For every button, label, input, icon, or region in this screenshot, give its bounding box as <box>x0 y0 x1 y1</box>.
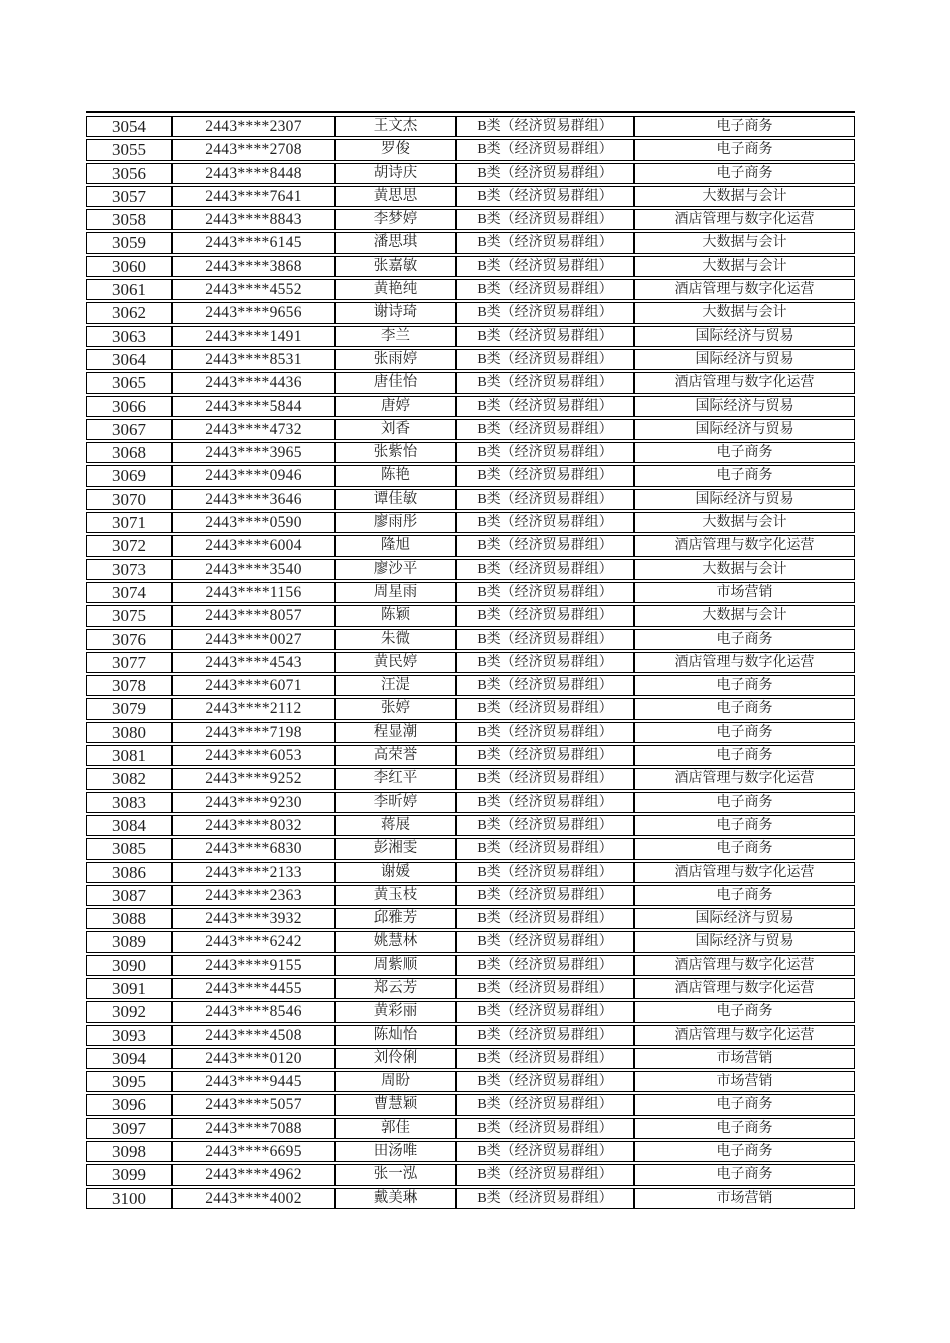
category-cell: B类（经济贸易群组） <box>456 629 634 650</box>
category-cell: B类（经济贸易群组） <box>456 675 634 696</box>
major-cell: 电子商务 <box>634 815 855 836</box>
category-cell: B类（经济贸易群组） <box>456 1141 634 1162</box>
category-cell: B类（经济贸易群组） <box>456 512 634 533</box>
name-cell: 姚慧林 <box>335 931 456 952</box>
category-cell: B类（经济贸易群组） <box>456 535 634 556</box>
category-cell: B类（经济贸易群组） <box>456 349 634 370</box>
table-row <box>86 372 855 393</box>
table-row <box>86 978 855 999</box>
table-row <box>86 1025 855 1046</box>
table-row <box>86 745 855 766</box>
major-cell: 酒店管理与数字化运营 <box>634 1025 855 1046</box>
serial-number-cell: 3064 <box>86 349 172 370</box>
table-row <box>86 396 855 417</box>
serial-number-cell: 3095 <box>86 1071 172 1092</box>
table-row <box>86 559 855 580</box>
category-cell: B类（经济贸易群组） <box>456 326 634 347</box>
exam-id-cell: 2443****4543 <box>172 652 335 673</box>
major-cell: 大数据与会计 <box>634 186 855 207</box>
table-row <box>86 1071 855 1092</box>
category-cell: B类（经济贸易群组） <box>456 978 634 999</box>
table-row <box>86 349 855 370</box>
table-row <box>86 256 855 277</box>
major-cell: 电子商务 <box>634 745 855 766</box>
exam-id-cell: 2443****1156 <box>172 582 335 603</box>
name-cell: 郑云芳 <box>335 978 456 999</box>
name-cell: 彭湘雯 <box>335 838 456 859</box>
exam-id-cell: 2443****0590 <box>172 512 335 533</box>
major-cell: 大数据与会计 <box>634 232 855 253</box>
serial-number-cell: 3099 <box>86 1164 172 1185</box>
name-cell: 黄彩丽 <box>335 1001 456 1022</box>
name-cell: 李兰 <box>335 326 456 347</box>
table-row <box>86 512 855 533</box>
serial-number-cell: 3094 <box>86 1048 172 1069</box>
candidate-list-table-container <box>86 111 855 1211</box>
candidate-table-body <box>86 116 855 1209</box>
major-cell: 国际经济与贸易 <box>634 489 855 510</box>
name-cell: 黄民婷 <box>335 652 456 673</box>
name-cell: 汪湜 <box>335 675 456 696</box>
category-cell: B类（经济贸易群组） <box>456 1071 634 1092</box>
exam-id-cell: 2443****7088 <box>172 1118 335 1139</box>
name-cell: 王文杰 <box>335 116 456 137</box>
category-cell: B类（经济贸易群组） <box>456 815 634 836</box>
name-cell: 廖沙平 <box>335 559 456 580</box>
exam-id-cell: 2443****9230 <box>172 792 335 813</box>
exam-id-cell: 2443****5057 <box>172 1094 335 1115</box>
exam-id-cell: 2443****0027 <box>172 629 335 650</box>
category-cell: B类（经济贸易群组） <box>456 931 634 952</box>
table-row <box>86 302 855 323</box>
serial-number-cell: 3078 <box>86 675 172 696</box>
category-cell: B类（经济贸易群组） <box>456 792 634 813</box>
exam-id-cell: 2443****6071 <box>172 675 335 696</box>
table-row <box>86 838 855 859</box>
major-cell: 电子商务 <box>634 698 855 719</box>
major-cell: 酒店管理与数字化运营 <box>634 978 855 999</box>
table-row <box>86 582 855 603</box>
table-row <box>86 232 855 253</box>
major-cell: 酒店管理与数字化运营 <box>634 279 855 300</box>
exam-id-cell: 2443****8448 <box>172 163 335 184</box>
serial-number-cell: 3054 <box>86 116 172 137</box>
serial-number-cell: 3090 <box>86 955 172 976</box>
serial-number-cell: 3089 <box>86 931 172 952</box>
category-cell: B类（经济贸易群组） <box>456 1048 634 1069</box>
exam-id-cell: 2443****2112 <box>172 698 335 719</box>
name-cell: 周星雨 <box>335 582 456 603</box>
serial-number-cell: 3073 <box>86 559 172 580</box>
major-cell: 酒店管理与数字化运营 <box>634 209 855 230</box>
table-row <box>86 1188 855 1209</box>
major-cell: 国际经济与贸易 <box>634 349 855 370</box>
exam-id-cell: 2443****3932 <box>172 908 335 929</box>
major-cell: 电子商务 <box>634 163 855 184</box>
exam-id-cell: 2443****9252 <box>172 768 335 789</box>
serial-number-cell: 3097 <box>86 1118 172 1139</box>
table-row <box>86 955 855 976</box>
name-cell: 程显潮 <box>335 722 456 743</box>
table-row <box>86 279 855 300</box>
exam-id-cell: 2443****4455 <box>172 978 335 999</box>
exam-id-cell: 2443****7641 <box>172 186 335 207</box>
category-cell: B类（经济贸易群组） <box>456 838 634 859</box>
serial-number-cell: 3066 <box>86 396 172 417</box>
name-cell: 张紫怡 <box>335 442 456 463</box>
serial-number-cell: 3056 <box>86 163 172 184</box>
major-cell: 电子商务 <box>634 1164 855 1185</box>
major-cell: 电子商务 <box>634 1118 855 1139</box>
category-cell: B类（经济贸易群组） <box>456 722 634 743</box>
serial-number-cell: 3082 <box>86 768 172 789</box>
category-cell: B类（经济贸易群组） <box>456 256 634 277</box>
table-row <box>86 116 855 137</box>
serial-number-cell: 3098 <box>86 1141 172 1162</box>
table-row <box>86 1118 855 1139</box>
exam-id-cell: 2443****4508 <box>172 1025 335 1046</box>
category-cell: B类（经济贸易群组） <box>456 116 634 137</box>
exam-id-cell: 2443****3965 <box>172 442 335 463</box>
table-row <box>86 722 855 743</box>
major-cell: 市场营销 <box>634 582 855 603</box>
major-cell: 电子商务 <box>634 1001 855 1022</box>
exam-id-cell: 2443****5844 <box>172 396 335 417</box>
category-cell: B类（经济贸易群组） <box>456 279 634 300</box>
major-cell: 电子商务 <box>634 442 855 463</box>
name-cell: 隆旭 <box>335 535 456 556</box>
name-cell: 黄艳纯 <box>335 279 456 300</box>
serial-number-cell: 3087 <box>86 885 172 906</box>
table-row <box>86 862 855 883</box>
exam-id-cell: 2443****2307 <box>172 116 335 137</box>
exam-id-cell: 2443****6830 <box>172 838 335 859</box>
exam-id-cell: 2443****6695 <box>172 1141 335 1162</box>
serial-number-cell: 3072 <box>86 535 172 556</box>
major-cell: 酒店管理与数字化运营 <box>634 652 855 673</box>
major-cell: 酒店管理与数字化运营 <box>634 768 855 789</box>
exam-id-cell: 2443****8531 <box>172 349 335 370</box>
name-cell: 李梦婷 <box>335 209 456 230</box>
exam-id-cell: 2443****3868 <box>172 256 335 277</box>
table-row <box>86 163 855 184</box>
serial-number-cell: 3067 <box>86 419 172 440</box>
name-cell: 陈艳 <box>335 465 456 486</box>
major-cell: 酒店管理与数字化运营 <box>634 955 855 976</box>
category-cell: B类（经济贸易群组） <box>456 372 634 393</box>
table-row <box>86 885 855 906</box>
name-cell: 周紫顺 <box>335 955 456 976</box>
table-row <box>86 1164 855 1185</box>
serial-number-cell: 3080 <box>86 722 172 743</box>
name-cell: 陈颖 <box>335 605 456 626</box>
exam-id-cell: 2443****4002 <box>172 1188 335 1209</box>
major-cell: 电子商务 <box>634 465 855 486</box>
name-cell: 郭佳 <box>335 1118 456 1139</box>
category-cell: B类（经济贸易群组） <box>456 442 634 463</box>
serial-number-cell: 3071 <box>86 512 172 533</box>
table-row <box>86 629 855 650</box>
major-cell: 大数据与会计 <box>634 256 855 277</box>
serial-number-cell: 3077 <box>86 652 172 673</box>
name-cell: 潘思琪 <box>335 232 456 253</box>
serial-number-cell: 3061 <box>86 279 172 300</box>
table-row <box>86 186 855 207</box>
major-cell: 电子商务 <box>634 1094 855 1115</box>
serial-number-cell: 3058 <box>86 209 172 230</box>
category-cell: B类（经济贸易群组） <box>456 396 634 417</box>
category-cell: B类（经济贸易群组） <box>456 302 634 323</box>
name-cell: 李红平 <box>335 768 456 789</box>
exam-id-cell: 2443****6242 <box>172 931 335 952</box>
exam-id-cell: 2443****9445 <box>172 1071 335 1092</box>
serial-number-cell: 3100 <box>86 1188 172 1209</box>
category-cell: B类（经济贸易群组） <box>456 1188 634 1209</box>
exam-id-cell: 2443****8843 <box>172 209 335 230</box>
table-row <box>86 792 855 813</box>
major-cell: 大数据与会计 <box>634 559 855 580</box>
category-cell: B类（经济贸易群组） <box>456 582 634 603</box>
name-cell: 唐婷 <box>335 396 456 417</box>
table-row <box>86 419 855 440</box>
major-cell: 电子商务 <box>634 675 855 696</box>
name-cell: 李昕婷 <box>335 792 456 813</box>
major-cell: 电子商务 <box>634 792 855 813</box>
exam-id-cell: 2443****3646 <box>172 489 335 510</box>
name-cell: 廖雨彤 <box>335 512 456 533</box>
major-cell: 大数据与会计 <box>634 512 855 533</box>
exam-id-cell: 2443****6004 <box>172 535 335 556</box>
serial-number-cell: 3076 <box>86 629 172 650</box>
table-row <box>86 465 855 486</box>
category-cell: B类（经济贸易群组） <box>456 139 634 160</box>
major-cell: 市场营销 <box>634 1188 855 1209</box>
name-cell: 邱雅芳 <box>335 908 456 929</box>
table-row <box>86 1094 855 1115</box>
table-row <box>86 1001 855 1022</box>
exam-id-cell: 2443****8057 <box>172 605 335 626</box>
exam-id-cell: 2443****4962 <box>172 1164 335 1185</box>
category-cell: B类（经济贸易群组） <box>456 465 634 486</box>
category-cell: B类（经济贸易群组） <box>456 605 634 626</box>
serial-number-cell: 3085 <box>86 838 172 859</box>
serial-number-cell: 3063 <box>86 326 172 347</box>
major-cell: 国际经济与贸易 <box>634 419 855 440</box>
major-cell: 市场营销 <box>634 1048 855 1069</box>
serial-number-cell: 3075 <box>86 605 172 626</box>
serial-number-cell: 3068 <box>86 442 172 463</box>
category-cell: B类（经济贸易群组） <box>456 186 634 207</box>
serial-number-cell: 3086 <box>86 862 172 883</box>
major-cell: 电子商务 <box>634 722 855 743</box>
name-cell: 唐佳怡 <box>335 372 456 393</box>
name-cell: 张嘉敏 <box>335 256 456 277</box>
exam-id-cell: 2443****8546 <box>172 1001 335 1022</box>
category-cell: B类（经济贸易群组） <box>456 559 634 580</box>
major-cell: 酒店管理与数字化运营 <box>634 372 855 393</box>
exam-id-cell: 2443****1491 <box>172 326 335 347</box>
major-cell: 电子商务 <box>634 838 855 859</box>
exam-id-cell: 2443****0946 <box>172 465 335 486</box>
serial-number-cell: 3079 <box>86 698 172 719</box>
serial-number-cell: 3084 <box>86 815 172 836</box>
category-cell: B类（经济贸易群组） <box>456 955 634 976</box>
category-cell: B类（经济贸易群组） <box>456 1118 634 1139</box>
category-cell: B类（经济贸易群组） <box>456 489 634 510</box>
category-cell: B类（经济贸易群组） <box>456 862 634 883</box>
table-row <box>86 908 855 929</box>
major-cell: 电子商务 <box>634 116 855 137</box>
category-cell: B类（经济贸易群组） <box>456 698 634 719</box>
table-row <box>86 442 855 463</box>
serial-number-cell: 3055 <box>86 139 172 160</box>
name-cell: 张婷 <box>335 698 456 719</box>
name-cell: 张一泓 <box>335 1164 456 1185</box>
major-cell: 酒店管理与数字化运营 <box>634 862 855 883</box>
name-cell: 谢媛 <box>335 862 456 883</box>
major-cell: 国际经济与贸易 <box>634 908 855 929</box>
category-cell: B类（经济贸易群组） <box>456 908 634 929</box>
table-row <box>86 815 855 836</box>
exam-id-cell: 2443****7198 <box>172 722 335 743</box>
name-cell: 谭佳敏 <box>335 489 456 510</box>
exam-id-cell: 2443****3540 <box>172 559 335 580</box>
name-cell: 曹慧颖 <box>335 1094 456 1115</box>
category-cell: B类（经济贸易群组） <box>456 652 634 673</box>
table-row <box>86 698 855 719</box>
major-cell: 大数据与会计 <box>634 605 855 626</box>
exam-id-cell: 2443****9656 <box>172 302 335 323</box>
major-cell: 国际经济与贸易 <box>634 396 855 417</box>
category-cell: B类（经济贸易群组） <box>456 163 634 184</box>
exam-id-cell: 2443****0120 <box>172 1048 335 1069</box>
exam-id-cell: 2443****8032 <box>172 815 335 836</box>
name-cell: 黄思思 <box>335 186 456 207</box>
serial-number-cell: 3083 <box>86 792 172 813</box>
category-cell: B类（经济贸易群组） <box>456 885 634 906</box>
name-cell: 朱微 <box>335 629 456 650</box>
category-cell: B类（经济贸易群组） <box>456 209 634 230</box>
exam-id-cell: 2443****6053 <box>172 745 335 766</box>
exam-id-cell: 2443****2133 <box>172 862 335 883</box>
table-row <box>86 139 855 160</box>
exam-id-cell: 2443****9155 <box>172 955 335 976</box>
serial-number-cell: 3069 <box>86 465 172 486</box>
major-cell: 大数据与会计 <box>634 302 855 323</box>
exam-id-cell: 2443****4732 <box>172 419 335 440</box>
serial-number-cell: 3096 <box>86 1094 172 1115</box>
serial-number-cell: 3091 <box>86 978 172 999</box>
table-row <box>86 326 855 347</box>
exam-id-cell: 2443****4552 <box>172 279 335 300</box>
table-row <box>86 1141 855 1162</box>
name-cell: 蒋展 <box>335 815 456 836</box>
name-cell: 黄玉枝 <box>335 885 456 906</box>
exam-id-cell: 2443****2708 <box>172 139 335 160</box>
major-cell: 电子商务 <box>634 1141 855 1162</box>
serial-number-cell: 3088 <box>86 908 172 929</box>
serial-number-cell: 3070 <box>86 489 172 510</box>
serial-number-cell: 3074 <box>86 582 172 603</box>
name-cell: 张雨婷 <box>335 349 456 370</box>
serial-number-cell: 3081 <box>86 745 172 766</box>
table-row <box>86 675 855 696</box>
serial-number-cell: 3059 <box>86 232 172 253</box>
table-row <box>86 535 855 556</box>
serial-number-cell: 3057 <box>86 186 172 207</box>
table-row <box>86 652 855 673</box>
category-cell: B类（经济贸易群组） <box>456 768 634 789</box>
serial-number-cell: 3060 <box>86 256 172 277</box>
category-cell: B类（经济贸易群组） <box>456 232 634 253</box>
candidate-list-table <box>86 114 855 1211</box>
table-row <box>86 209 855 230</box>
name-cell: 高荣誉 <box>335 745 456 766</box>
name-cell: 刘伶俐 <box>335 1048 456 1069</box>
name-cell: 田汤唯 <box>335 1141 456 1162</box>
category-cell: B类（经济贸易群组） <box>456 1001 634 1022</box>
major-cell: 电子商务 <box>634 885 855 906</box>
exam-id-cell: 2443****4436 <box>172 372 335 393</box>
major-cell: 市场营销 <box>634 1071 855 1092</box>
category-cell: B类（经济贸易群组） <box>456 745 634 766</box>
table-row <box>86 489 855 510</box>
serial-number-cell: 3093 <box>86 1025 172 1046</box>
category-cell: B类（经济贸易群组） <box>456 1094 634 1115</box>
name-cell: 戴美琳 <box>335 1188 456 1209</box>
major-cell: 国际经济与贸易 <box>634 326 855 347</box>
name-cell: 周盼 <box>335 1071 456 1092</box>
name-cell: 胡诗庆 <box>335 163 456 184</box>
name-cell: 谢诗琦 <box>335 302 456 323</box>
category-cell: B类（经济贸易群组） <box>456 1025 634 1046</box>
table-continuation-border <box>86 111 855 113</box>
table-row <box>86 768 855 789</box>
major-cell: 电子商务 <box>634 629 855 650</box>
serial-number-cell: 3062 <box>86 302 172 323</box>
category-cell: B类（经济贸易群组） <box>456 1164 634 1185</box>
exam-id-cell: 2443****2363 <box>172 885 335 906</box>
category-cell: B类（经济贸易群组） <box>456 419 634 440</box>
table-row <box>86 605 855 626</box>
major-cell: 国际经济与贸易 <box>634 931 855 952</box>
exam-id-cell: 2443****6145 <box>172 232 335 253</box>
major-cell: 电子商务 <box>634 139 855 160</box>
name-cell: 刘香 <box>335 419 456 440</box>
serial-number-cell: 3092 <box>86 1001 172 1022</box>
name-cell: 罗俊 <box>335 139 456 160</box>
major-cell: 酒店管理与数字化运营 <box>634 535 855 556</box>
table-row <box>86 931 855 952</box>
serial-number-cell: 3065 <box>86 372 172 393</box>
name-cell: 陈灿怡 <box>335 1025 456 1046</box>
table-row <box>86 1048 855 1069</box>
